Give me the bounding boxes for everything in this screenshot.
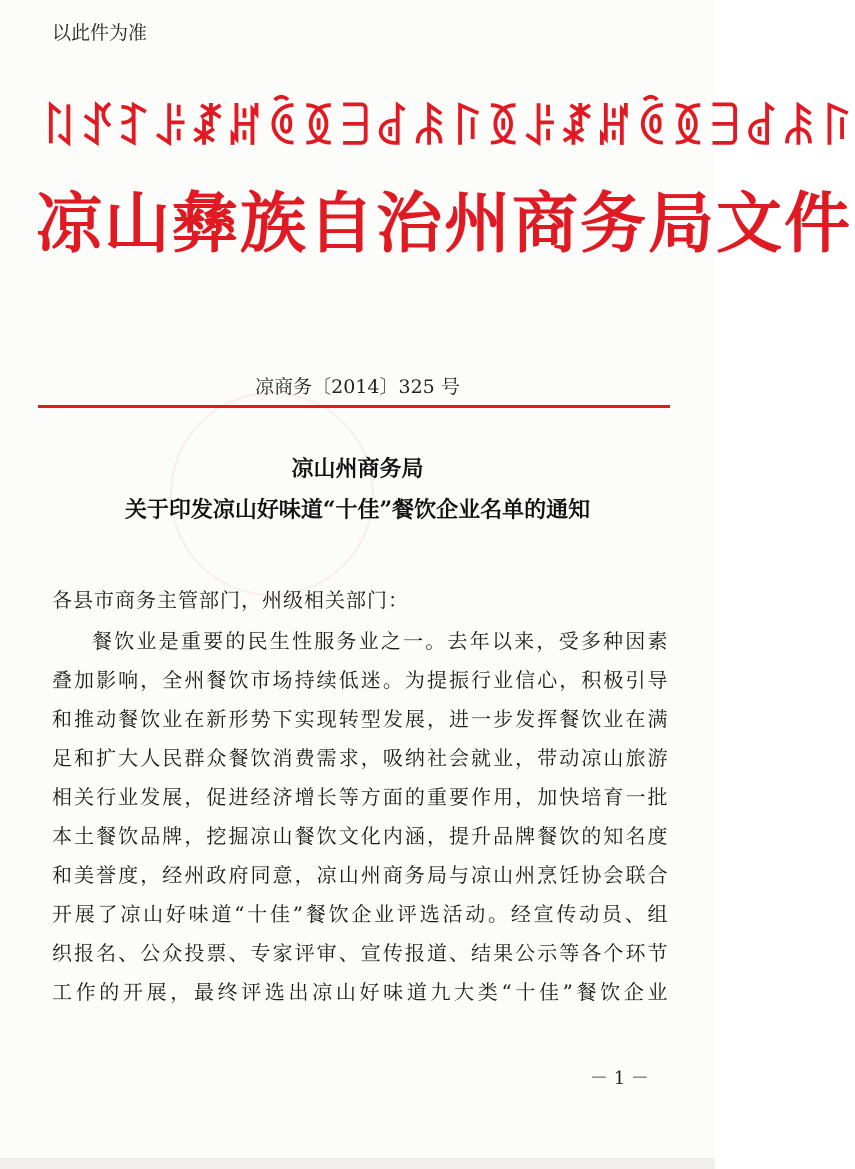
issuer-heading: 凉山州商务局: [291, 456, 424, 482]
document-title: 凉山彝族自治州商务局文件: [36, 184, 852, 262]
yi-script-title: ꇁꀋꆈꌠꊨꏦꏱꅉꎆꂽꄯꑍꅉꌠꊨꏦꏱꅉꎆꂽꄯꑍ: [42, 101, 855, 155]
body-line: 和美誉度，经州政府同意，凉山州商务局与凉山州烹饪协会联合: [52, 863, 668, 887]
body-line: 相关行业发展，促进经济增长等方面的重要作用，加快培育一批: [52, 785, 668, 809]
body-line: 餐饮业是重要的民生性服务业之一。去年以来，受多种因素: [92, 629, 668, 653]
notice-title: 关于印发凉山好味道“十佳”餐饮企业名单的通知: [124, 497, 591, 523]
addressee: 各县市商务主管部门，州级相关部门：: [52, 588, 409, 612]
red-divider: [38, 405, 670, 408]
body-line: 开展了凉山好味道“十佳”餐饮企业评选活动。经宣传动员、组: [52, 902, 668, 926]
body-text: [52, 622, 668, 1012]
body-line: 足和扩大人民群众餐饮消费需求，吸纳社会就业，带动凉山旅游: [52, 746, 668, 770]
page-bottom-edge: [0, 1158, 715, 1169]
body-line: 本土餐饮品牌，挖掘凉山餐饮文化内涵，提升品牌餐饮的知名度: [52, 824, 668, 848]
body-line: 和推动餐饮业在新形势下实现转型发展，进一步发挥餐饮业在满: [52, 707, 668, 731]
stamp-note: 以此件为准: [52, 22, 148, 44]
body-line: 叠加影响，全州餐饮市场持续低迷。为提振行业信心，积极引导: [52, 668, 668, 692]
page-number: － 1 －: [590, 1068, 649, 1089]
document-number: 凉商务〔2014〕325 号: [255, 376, 460, 398]
body-line: 工作的开展，最终评选出凉山好味道九大类“十佳”餐饮企业: [52, 980, 668, 1004]
body-line: 织报名、公众投票、专家评审、宣传报道、结果公示等各个环节: [52, 941, 668, 965]
